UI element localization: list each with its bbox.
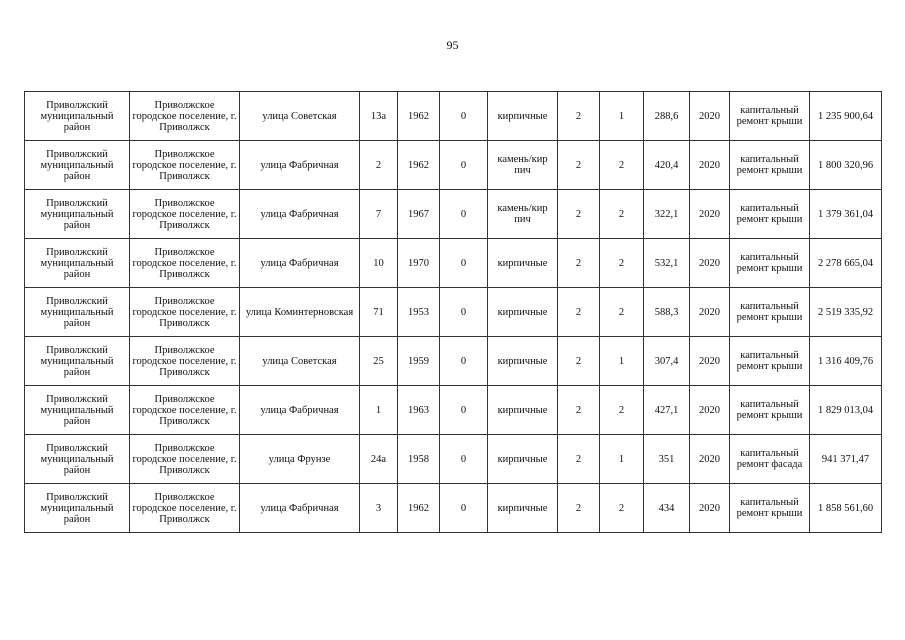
wear-cell: 0: [440, 92, 488, 141]
street-cell: улица Фабричная: [240, 141, 360, 190]
area-cell: 307,4: [644, 337, 690, 386]
settlement-cell: Приволжское городское поселение, г. Приволжск: [130, 484, 240, 533]
build-year-cell: 1970: [398, 239, 440, 288]
entrances-cell: 1: [600, 435, 644, 484]
district-cell: Приволжский муниципальный район: [25, 484, 130, 533]
settlement-cell: Приволжское городское поселение, г. Приволжск: [130, 288, 240, 337]
floors-cell: 2: [558, 337, 600, 386]
cost-cell: 1 800 320,96: [810, 141, 882, 190]
plan-year-cell: 2020: [690, 239, 730, 288]
build-year-cell: 1959: [398, 337, 440, 386]
table-row: [25, 435, 882, 484]
wall-material-cell: кирпичные: [488, 337, 558, 386]
table-row: [25, 190, 882, 239]
cost-cell: 2 519 335,92: [810, 288, 882, 337]
area-cell: 427,1: [644, 386, 690, 435]
area-cell: 532,1: [644, 239, 690, 288]
wall-material-cell: кирпичные: [488, 435, 558, 484]
cost-cell: 1 829 013,04: [810, 386, 882, 435]
build-year-cell: 1953: [398, 288, 440, 337]
settlement-cell: Приволжское городское поселение, г. Приволжск: [130, 92, 240, 141]
work-type-cell: капитальный ремонт крыши: [730, 239, 810, 288]
floors-cell: 2: [558, 386, 600, 435]
district-cell: Приволжский муниципальный район: [25, 288, 130, 337]
district-cell: Приволжский муниципальный район: [25, 190, 130, 239]
floors-cell: 2: [558, 141, 600, 190]
wall-material-cell: камень/кир пич: [488, 190, 558, 239]
house-number-cell: 2: [360, 141, 398, 190]
table-row: [25, 484, 882, 533]
floors-cell: 2: [558, 484, 600, 533]
build-year-cell: 1958: [398, 435, 440, 484]
entrances-cell: 2: [600, 288, 644, 337]
plan-year-cell: 2020: [690, 337, 730, 386]
table-row: [25, 386, 882, 435]
plan-year-cell: 2020: [690, 141, 730, 190]
work-type-cell: капитальный ремонт крыши: [730, 92, 810, 141]
plan-year-cell: 2020: [690, 288, 730, 337]
street-cell: улица Коминтерновская: [240, 288, 360, 337]
work-type-cell: капитальный ремонт фасада: [730, 435, 810, 484]
street-cell: улица Советская: [240, 337, 360, 386]
wear-cell: 0: [440, 141, 488, 190]
street-cell: улица Фабричная: [240, 386, 360, 435]
house-number-cell: 10: [360, 239, 398, 288]
plan-year-cell: 2020: [690, 386, 730, 435]
floors-cell: 2: [558, 92, 600, 141]
wear-cell: 0: [440, 386, 488, 435]
settlement-cell: Приволжское городское поселение, г. Приволжск: [130, 141, 240, 190]
table-row: [25, 288, 882, 337]
street-cell: улица Фабричная: [240, 484, 360, 533]
table-row: [25, 337, 882, 386]
build-year-cell: 1962: [398, 141, 440, 190]
floors-cell: 2: [558, 239, 600, 288]
build-year-cell: 1967: [398, 190, 440, 239]
cost-cell: 941 371,47: [810, 435, 882, 484]
house-number-cell: 25: [360, 337, 398, 386]
wear-cell: 0: [440, 435, 488, 484]
entrances-cell: 2: [600, 190, 644, 239]
table-row: [25, 92, 882, 141]
wear-cell: 0: [440, 239, 488, 288]
work-type-cell: капитальный ремонт крыши: [730, 288, 810, 337]
area-cell: 351: [644, 435, 690, 484]
entrances-cell: 1: [600, 92, 644, 141]
settlement-cell: Приволжское городское поселение, г. Приволжск: [130, 239, 240, 288]
wall-material-cell: кирпичные: [488, 484, 558, 533]
work-type-cell: капитальный ремонт крыши: [730, 386, 810, 435]
plan-year-cell: 2020: [690, 190, 730, 239]
entrances-cell: 2: [600, 484, 644, 533]
wear-cell: 0: [440, 288, 488, 337]
house-number-cell: 3: [360, 484, 398, 533]
district-cell: Приволжский муниципальный район: [25, 386, 130, 435]
area-cell: 434: [644, 484, 690, 533]
entrances-cell: 2: [600, 386, 644, 435]
wall-material-cell: кирпичные: [488, 239, 558, 288]
cost-cell: 1 316 409,76: [810, 337, 882, 386]
wear-cell: 0: [440, 484, 488, 533]
work-type-cell: капитальный ремонт крыши: [730, 141, 810, 190]
table-row: [25, 239, 882, 288]
entrances-cell: 2: [600, 141, 644, 190]
settlement-cell: Приволжское городское поселение, г. Приволжск: [130, 337, 240, 386]
cost-cell: 1 235 900,64: [810, 92, 882, 141]
district-cell: Приволжский муниципальный район: [25, 239, 130, 288]
cost-cell: 1 379 361,04: [810, 190, 882, 239]
house-number-cell: 7: [360, 190, 398, 239]
wall-material-cell: камень/кир пич: [488, 141, 558, 190]
cost-cell: 1 858 561,60: [810, 484, 882, 533]
wall-material-cell: кирпичные: [488, 92, 558, 141]
street-cell: улица Фрунзе: [240, 435, 360, 484]
area-cell: 420,4: [644, 141, 690, 190]
wear-cell: 0: [440, 190, 488, 239]
house-number-cell: 13а: [360, 92, 398, 141]
floors-cell: 2: [558, 288, 600, 337]
work-type-cell: капитальный ремонт крыши: [730, 337, 810, 386]
entrances-cell: 1: [600, 337, 644, 386]
district-cell: Приволжский муниципальный район: [25, 141, 130, 190]
table-row: [25, 141, 882, 190]
street-cell: улица Фабричная: [240, 190, 360, 239]
settlement-cell: Приволжское городское поселение, г. Приволжск: [130, 386, 240, 435]
street-cell: улица Советская: [240, 92, 360, 141]
district-cell: Приволжский муниципальный район: [25, 435, 130, 484]
street-cell: улица Фабричная: [240, 239, 360, 288]
page-number: 95: [446, 38, 459, 52]
settlement-cell: Приволжское городское поселение, г. Приволжск: [130, 435, 240, 484]
table-body: [25, 92, 882, 533]
house-number-cell: 1: [360, 386, 398, 435]
floors-cell: 2: [558, 435, 600, 484]
district-cell: Приволжский муниципальный район: [25, 337, 130, 386]
wall-material-cell: кирпичные: [488, 386, 558, 435]
cost-cell: 2 278 665,04: [810, 239, 882, 288]
build-year-cell: 1962: [398, 484, 440, 533]
area-cell: 288,6: [644, 92, 690, 141]
build-year-cell: 1962: [398, 92, 440, 141]
area-cell: 322,1: [644, 190, 690, 239]
floors-cell: 2: [558, 190, 600, 239]
wear-cell: 0: [440, 337, 488, 386]
plan-year-cell: 2020: [690, 484, 730, 533]
house-number-cell: 24а: [360, 435, 398, 484]
district-cell: Приволжский муниципальный район: [25, 92, 130, 141]
build-year-cell: 1963: [398, 386, 440, 435]
work-type-cell: капитальный ремонт крыши: [730, 190, 810, 239]
settlement-cell: Приволжское городское поселение, г. Приволжск: [130, 190, 240, 239]
work-type-cell: капитальный ремонт крыши: [730, 484, 810, 533]
area-cell: 588,3: [644, 288, 690, 337]
plan-year-cell: 2020: [690, 435, 730, 484]
plan-year-cell: 2020: [690, 92, 730, 141]
housing-registry-table: [24, 91, 882, 533]
house-number-cell: 71: [360, 288, 398, 337]
entrances-cell: 2: [600, 239, 644, 288]
wall-material-cell: кирпичные: [488, 288, 558, 337]
